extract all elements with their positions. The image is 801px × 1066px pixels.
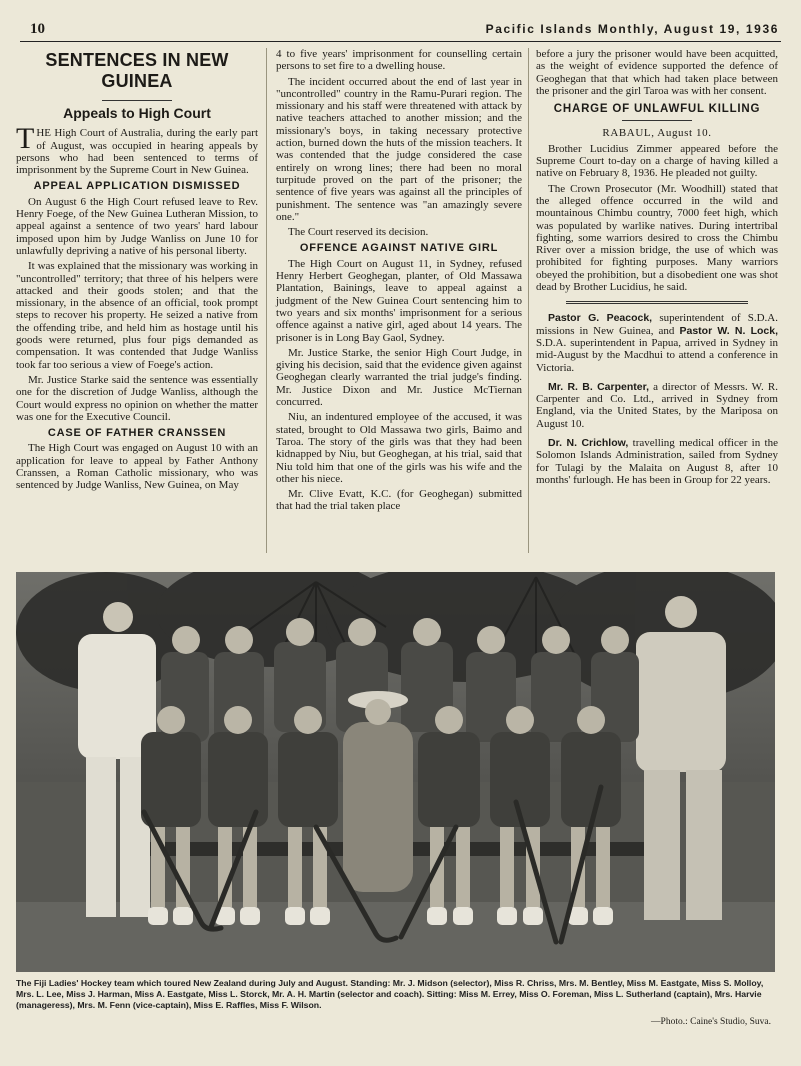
paragraph: The High Court on August 11, in Sydney, refused Henry Herbert Geoghegan, planter, of Old Massawa Plantation, Bainings, leave to appeal against a judgment of the New Guinea Court sentencing him to two years and six months' imprisonment for a serious offence against a native girl, aged about 14 years. The prisoner is in Long Bay Gaol, Sydney. [276, 257, 522, 344]
page-number: 10 [30, 20, 45, 37]
note-crichlow [536, 437, 778, 486]
team-photograph [16, 572, 775, 972]
drop-cap: T [16, 122, 35, 156]
page-header [30, 18, 779, 40]
title-rule [102, 100, 172, 101]
column-2 [276, 48, 522, 516]
column-divider [266, 48, 267, 553]
note-name: Pastor W. N. Lock, [679, 324, 779, 337]
column-3 [536, 48, 778, 493]
paragraph: Mr. Clive Evatt, K.C. (for Geoghegan) submitted that had the trial taken place [276, 488, 522, 513]
note-name: Pastor G. Peacock, [548, 312, 653, 325]
subhead-killing: CHARGE OF UNLAWFUL KILLING [553, 103, 761, 116]
article-subtitle: Appeals to High Court [63, 105, 211, 121]
note-peacock [536, 312, 778, 373]
paragraph: Mr. Justice Starke said the sentence was essentially one for the discretion of Judge Wanliss, although the Court would express no opinion on whether the matter was one for the Executive Council. [16, 373, 258, 423]
photo-illustration [16, 572, 775, 972]
note-text: superintendent of S.D.A. missions in New Guinea, and [536, 312, 778, 337]
paragraph: before a jury the prisoner would have been acquitted, as the weight of evidence supported the defence of Geoghegan that that which had taken place between the prisoner and the girl Taroa was with her consent. [536, 48, 778, 97]
photo-credit: —Photo.: Caine's Studio, Suva. [651, 1017, 771, 1027]
dateline: RABAUL, August 10. [602, 127, 712, 140]
paragraph: The Court reserved its decision. [288, 226, 429, 239]
section-rule [566, 301, 748, 304]
note-text: a director of Messrs. W. R. Carpenter and Co. Ltd., arrived in Sydney from England, via the United States, by the Mariposa on August 10. [536, 380, 778, 430]
subhead-offence: OFFENCE AGAINST NATIVE GIRL [299, 242, 499, 255]
subhead-appeal: APPEAL APPLICATION DISMISSED [33, 180, 241, 193]
article-title: SENTENCES IN NEW GUINEA [45, 50, 229, 91]
note-name: Dr. N. Crichlow, [548, 437, 629, 450]
personal-notes [536, 312, 778, 486]
note-carpenter [536, 381, 778, 430]
paragraph: 4 to five years' imprisonment for counselling certain persons to set fire to a dwelling house. [276, 48, 522, 73]
paragraph: The Crown Prosecutor (Mr. Woodhill) stated that the alleged offence occurred in the wild and mountainous Chimbu country, 7000 feet high, which was populated by warlike natives. During intertribal fighting, some warriors desired to cross the Chimbu River over a mission bridge, the use of which was prohibited for fighting purposes. Many warriors obeyed the prohibition, but a disobedient one was shot dead by Brother Lucidius, he said. [536, 182, 778, 294]
note-text: S.D.A. superintendent in Papua, arrived in Sydney in mid-August by the Macdhui to attend a conference in Victoria. [536, 336, 778, 374]
paragraph: Mr. Justice Starke, the senior High Court Judge, in giving his decision, said that the evidence given against Geoghegan clearly warranted the trial judge's finding. Mr. Justice Dixon and Mr. Justice McTiernan concurred. [276, 346, 522, 409]
paragraph: Niu, an indentured employee of the accused, it was stated, brought to Old Massawa two girls, Baimo and Taroa. The story of the girls was that they had been kidnapped by Niu, but Geoghegan, at his trial, said that Niu told him that one of the girls was his wife and the other his niece. [276, 411, 522, 485]
paragraph: The incident occurred about the end of last year in "uncontrolled" country in the Ramu-Purari region. The missionary and his staff were threatened with attack by native teachers attached to another mission; and the missionary's boys, in taking necessary protective action, burned down the huts of the mission teachers. It was contended that the judge considered the case entirely on wrong lines; there had been no moral turpitude proved on the part of the prisoner; the sentence of five years was against all the principles of punishment. The sentence was "an amazingly severe one." [276, 75, 522, 223]
note-name: Mr. R. B. Carpenter, [548, 380, 650, 393]
subhead-cranssen: CASE OF FATHER CRANSSEN [47, 427, 227, 440]
paragraph: It was explained that the missionary was working in "uncontrolled" territory; that three of his helpers were attacked and their goods stolen; and that the missionary, in the absence of an official, took prompt steps to recover his property. He seized a native from the offending tribe, and held him as hostage until his goods were returned, plus four pigs demanded as compensation. It was contended that Judge Wanliss took far too serious a view of Foege's action. [16, 260, 258, 371]
intro-paragraph [16, 122, 258, 177]
running-head: Pacific Islands Monthly, August 19, 1936 [485, 22, 779, 36]
paragraph: Brother Lucidius Zimmer appeared before the Supreme Court to-day on a charge of having killed a native on February 8, 1936. He pleaded not guilty. [536, 142, 778, 180]
column-1 [16, 48, 258, 495]
paragraph: On August 6 the High Court refused leave to Rev. Henry Foege, of the New Guinea Lutheran Mission, to appeal against a sentence of two years' hard labour imposed upon him by Judge Wanliss on June 10 for unlawfully depriving a native of his personal liberty. [16, 195, 258, 257]
photo-caption: The Fiji Ladies' Hockey team which toured New Zealand during July and August. Standing: Mr. J. Midson (selector), Miss R. Chriss, Mrs. M. Bentley, Miss M. Eastgate, Miss S. Molloy, Mrs. L. Lee, Miss J. Harman, Miss A. Eastgate, Miss L. Storck, Mr. A. H. Martin (selector and coach). Sitting: Miss M. Errey, Miss O. Foreman, Miss L. Sutherland (captain), Mrs. Harvie (manageress), Mrs. M. Fenn (vice-captain), Miss E. Raffles, Miss F. Wilson. [16, 978, 764, 1010]
intro-text: HE High Court of Australia, during the early part of August, was occupied in hearing appeals by persons who had been sentenced to terms of imprisonment by the Supreme Court in New Guinea. [16, 127, 258, 177]
subhead-rule [622, 120, 692, 121]
note-text: travelling medical officer in the Solomon Islands Administration, sailed from Sydney for Tulagi by the Malaita on August 8, after 10 months' furlough. He has been in Group for 22 years. [536, 437, 778, 486]
paragraph: The High Court was engaged on August 10 with an application for leave to appeal by Father Anthony Cranssen, a Roman Catholic missionary, who was sentenced by Judge Wanliss, New Guinea, on May [16, 442, 258, 492]
column-divider [528, 48, 529, 553]
header-rule [20, 41, 781, 42]
manageress-figure [343, 722, 413, 892]
